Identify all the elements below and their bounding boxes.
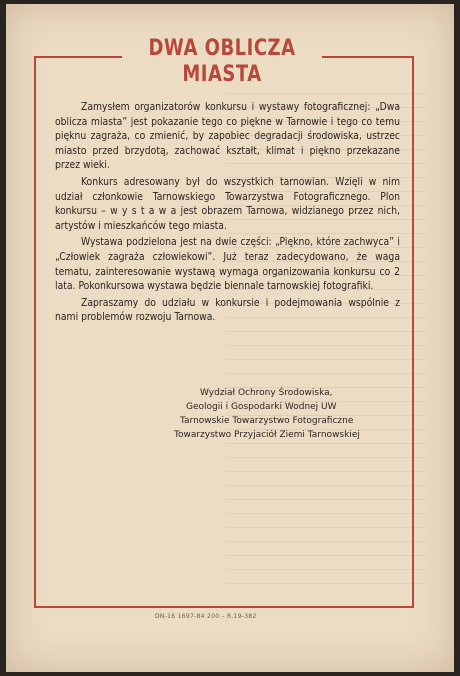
document-body xyxy=(55,100,400,327)
paragraph-1: Zamysłem organizatorów konkursu i wystawy fotograficznej: „Dwa oblicza miasta” jest pokazanie tego co piękne w Tarnowie i tego co temu pięknu zagraża, co zmienić, by zapobiec degradacji środowiska, ustrzec miasto przed brzydotą, zachować kształt, klimat i piękno przekazane przez wieki. xyxy=(55,101,400,172)
paragraph-2: Konkurs adresowany był do wszystkich tarnowian. Wzięli w nim udział członkowie Tarnowskiego Towarzystwa Fotograficznego. Plon konkursu – w y s t a w a jest obrazem Tarnowa, widzianego przez nich, artystów i mieszkańców tego miasta. xyxy=(55,175,400,232)
signature-line-2: Geologii i Gospodarki Wodnej UW xyxy=(186,402,337,412)
print-code: DN-16 1697-84 200 – R.19-382 xyxy=(155,613,257,620)
document-title: DWA OBLICZA MIASTA xyxy=(148,34,296,88)
paragraph-4: Zapraszamy do udziału w konkursie i podejmowania wspólnie z nami problemów rozwoju Tarnowa. xyxy=(55,296,400,324)
signature-line-1: Wydział Ochrony Środowiska, xyxy=(200,388,333,398)
signature-block xyxy=(174,386,410,442)
paragraph-3: Wystawa podzielona jest na dwie części: „Piękno, które zachwyca” i „Człowiek zagraża człowiekowi”. Już teraz zadecydowano, że waga tematu, zainteresowanie wystawą wymaga organizowania konkursu co 2 lata. Pokonkursowa wystawa będzie biennale tarnowskiej fotografiki. xyxy=(55,236,400,293)
signature-line-3: Tarnowskie Towarzystwo Fotograficzne xyxy=(180,416,354,426)
frame-top-left xyxy=(34,56,122,58)
signature-line-4: Towarzystwo Przyjaciół Ziemi Tarnowskiej xyxy=(174,430,360,440)
frame-top-right xyxy=(322,56,412,58)
